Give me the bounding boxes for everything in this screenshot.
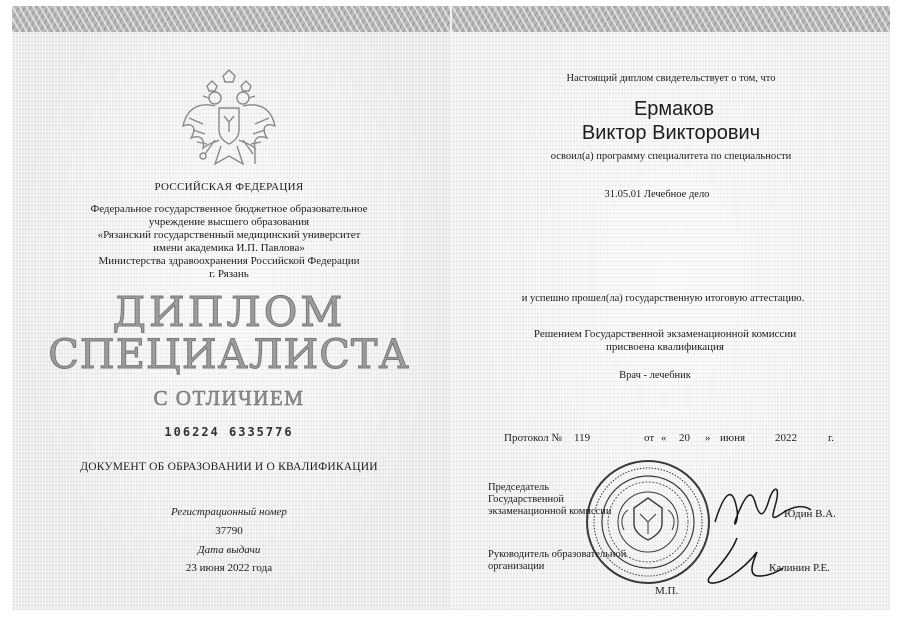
head-title-line: организации: [488, 561, 545, 572]
diploma-title: ДИПЛОМ: [112, 288, 346, 336]
protocol-year-suffix: г.: [828, 432, 835, 444]
protocol-year: 2022: [775, 432, 797, 444]
registration-label: Регистрационный номер: [171, 506, 287, 518]
protocol-from: от: [644, 432, 655, 444]
honors-label: С ОТЛИЧИЕМ: [153, 386, 305, 410]
protocol-quote-open: «: [661, 432, 667, 444]
chair-title-line: экзаменационной комиссии: [488, 506, 612, 517]
program-statement: освоил(а) программу специалитета по специальности: [550, 151, 792, 162]
intro-text: Настоящий диплом свидетельствует о том, что: [566, 73, 776, 84]
ministry-line: Министерства здравоохранения Российской Федерации: [98, 255, 360, 267]
issue-date: 23 июня 2022 года: [185, 562, 273, 574]
commission-decision: Решением Государственной экзаменационной комиссии: [533, 328, 797, 340]
registration-number: 37790: [215, 525, 243, 537]
document-type: ДОКУМЕНТ ОБ ОБРАЗОВАНИИ И О КВАЛИФИКАЦИИ: [80, 461, 378, 473]
protocol-number: 119: [574, 432, 591, 444]
chair-title-line: Государственной: [488, 494, 564, 505]
diploma-right-page: [452, 6, 890, 610]
graduate-surname: Ермаков: [633, 98, 715, 120]
head-title-line: Руководитель образовательной: [488, 549, 627, 560]
head-signature: [697, 532, 787, 588]
qualification: Врач - лечебник: [619, 370, 691, 381]
chair-name: Юдин В.А.: [784, 508, 836, 520]
issue-date-label: Дата выдачи: [197, 544, 261, 556]
chair-title-line: Председатель: [488, 482, 550, 493]
city-line: г. Рязань: [209, 268, 249, 280]
institution-line: имени академика И.П. Павлова»: [153, 242, 305, 254]
graduate-given-names: Виктор Викторович: [581, 122, 761, 144]
institution-line: Федеральное государственное бюджетное образовательное: [90, 203, 368, 215]
protocol-label: Протокол №: [504, 432, 562, 444]
specialty: 31.05.01 Лечебное дело: [604, 189, 710, 200]
head-name: Калинин Р.Е.: [769, 562, 830, 574]
attestation-statement: и успешно прошел(ла) государственную итоговую аттестацию.: [521, 293, 805, 304]
diploma-left-page: [12, 6, 450, 610]
protocol-month: июня: [720, 432, 746, 444]
russian-coat-of-arms-icon: [179, 68, 279, 176]
serial-number: 106224 6335776: [164, 425, 294, 439]
protocol-quote-close: »: [705, 432, 711, 444]
protocol-day: 20: [679, 432, 690, 444]
stamp-place-label: М.П.: [655, 585, 679, 597]
commission-decision: присвоена квалификация: [606, 341, 724, 353]
institution-line: «Рязанский государственный медицинский университет: [97, 229, 361, 241]
country-name: РОССИЙСКАЯ ФЕДЕРАЦИЯ: [154, 181, 304, 193]
institution-line: учреждение высшего образования: [148, 216, 310, 228]
diploma-subtitle: СПЕЦИАЛИСТА: [48, 332, 410, 378]
decorative-border: [12, 6, 450, 32]
official-round-seal-icon: [584, 458, 712, 586]
decorative-border: [452, 6, 890, 32]
